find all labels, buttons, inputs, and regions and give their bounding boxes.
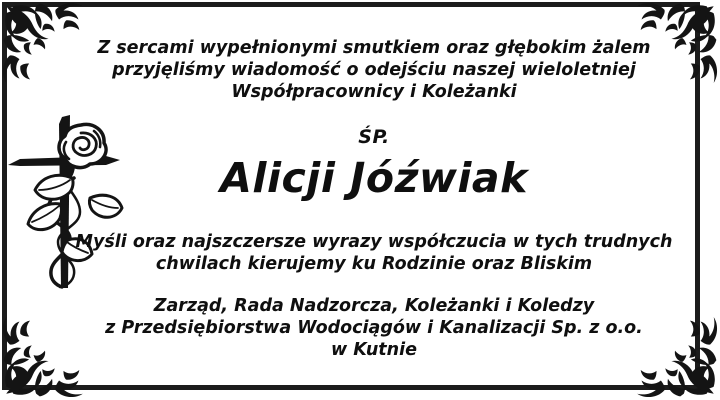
deceased-name [34, 152, 714, 204]
intro-line-2: przyjęliśmy wiadomość o odejściu naszej wieloletniej [112, 60, 636, 80]
intro-paragraph [34, 37, 714, 103]
intro-line-1: Z sercami wypełnionymi smutkiem oraz głębokim żalem [97, 38, 651, 58]
signature-paragraph [34, 295, 714, 361]
signature-line-1: Zarząd, Rada Nadzorcza, Koleżanki i Koledzy [153, 296, 595, 316]
honorific-text: ŚP. [358, 126, 390, 148]
deceased-name-text: Alicji Jóźwiak [220, 154, 528, 202]
honorific-abbreviation [34, 126, 714, 148]
condolence-line-2: chwilach kierujemy ku Rodzinie oraz Bliskim [155, 254, 593, 274]
signature-line-2: z Przedsiębiorstwa Wodociągów i Kanalizacji Sp. z o.o. [105, 318, 643, 338]
intro-line-3: Współpracownicy i Koleżanki [231, 82, 517, 102]
condolence-line-1: Myśli oraz najszczersze wyrazy współczucia w tych trudnych [75, 232, 673, 252]
condolence-paragraph [34, 231, 714, 275]
signature-line-3: w Kutnie [330, 340, 417, 360]
